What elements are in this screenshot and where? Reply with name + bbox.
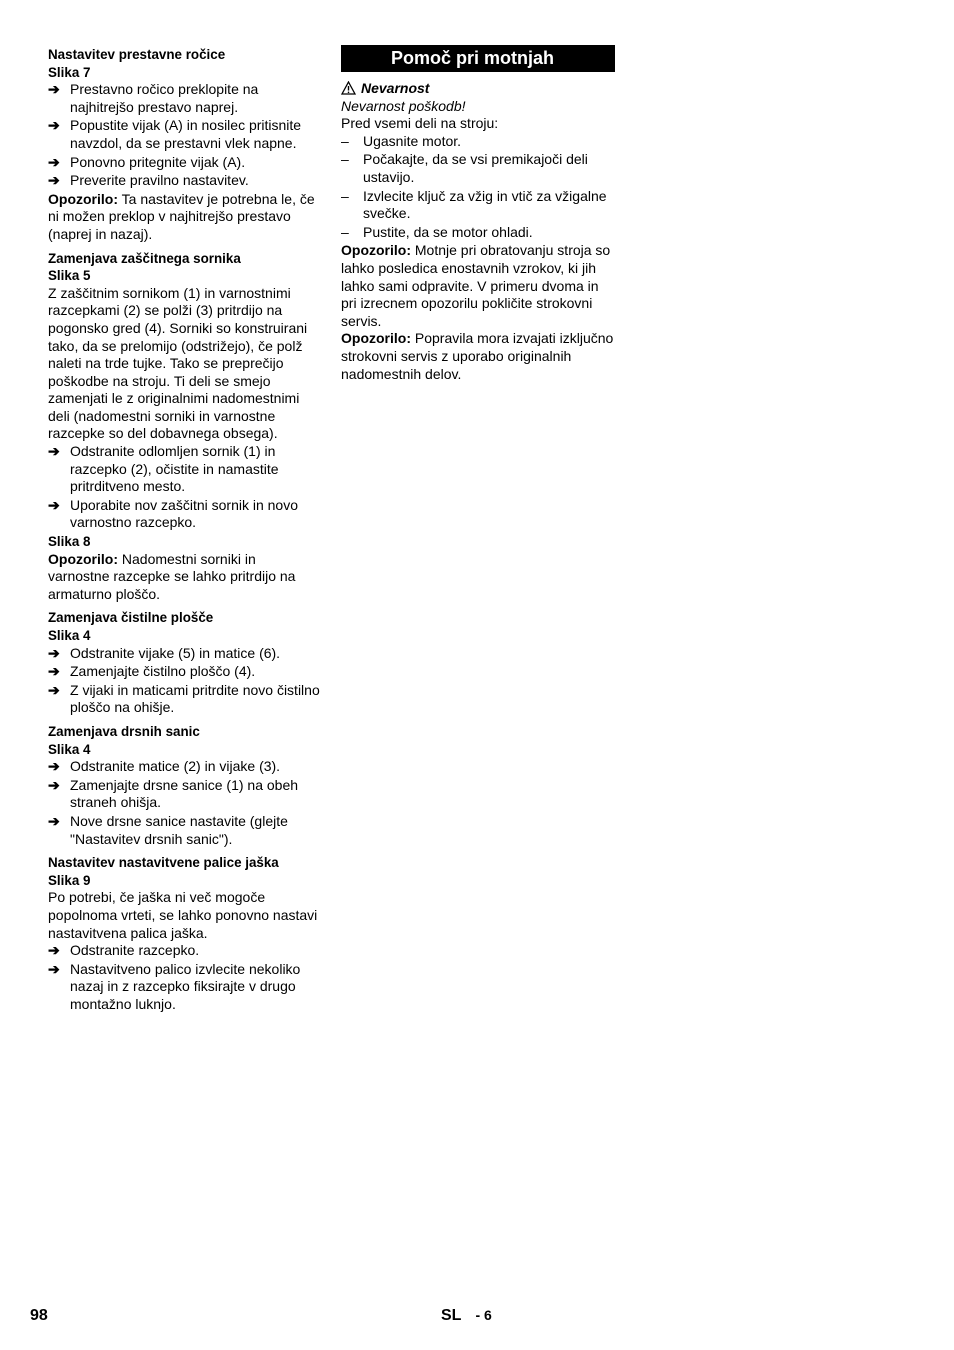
dash-text: Ugasnite motor. xyxy=(363,132,462,149)
dash-text: Počakajte, da se vsi premikajoči deli ustavijo. xyxy=(363,151,588,185)
step-item xyxy=(48,942,320,960)
figure-ref: Slika 4 xyxy=(48,628,91,643)
note-text: Nadomestni sorniki in varnostne razcepke se lahko pritrdijo na armaturno ploščo. xyxy=(48,550,296,602)
arrow-right-icon: ➔ xyxy=(48,942,60,959)
arrow-right-icon: ➔ xyxy=(48,776,60,793)
note xyxy=(48,551,320,604)
step-text: Odstranite matice (2) in vijake (3). xyxy=(70,758,281,775)
step-text: Nove drsne sanice nastavite (glejte "Nastavitev drsnih sanic"). xyxy=(70,812,288,847)
danger-title: Nevarnost xyxy=(361,80,430,96)
dash-item xyxy=(341,188,615,223)
dash-text: Izvlecite ključ za vžig in vtič za vžigalne svečke. xyxy=(363,187,607,222)
arrow-right-icon: ➔ xyxy=(48,644,60,661)
dash-item xyxy=(341,151,615,186)
arrow-right-icon: ➔ xyxy=(48,663,60,680)
note-label: Opozorilo: xyxy=(48,550,118,567)
step-text: Z vijaki in maticami pritrdite novo čistilno ploščo na ohišje. xyxy=(70,681,320,716)
step-item xyxy=(48,497,320,532)
dash-bullet: – xyxy=(341,132,349,149)
step-item xyxy=(48,154,320,172)
arrow-right-icon: ➔ xyxy=(48,172,60,189)
figure-ref: Slika 7 xyxy=(48,64,91,80)
figure-ref: Slika 9 xyxy=(48,872,91,888)
paragraph: Po potrebi, če jaška ni več mogoče popolnoma vrteti, se lahko ponovno nastavi nastavitvena palica jaška. xyxy=(48,889,318,941)
figure-ref: Slika 4 xyxy=(48,741,91,757)
dash-text: Pustite, da se motor ohladi. xyxy=(363,223,533,240)
step-item xyxy=(48,81,320,116)
step-text: Ponovno pritegnite vijak (A). xyxy=(70,153,246,170)
section-shear-pin xyxy=(48,250,320,604)
step-item xyxy=(48,961,320,1014)
section-heading: Nastavitev prestavne ročice xyxy=(48,47,226,62)
section-heading: Zamenjava zaščitnega sornika xyxy=(48,250,241,266)
figure-ref: Slika 8 xyxy=(48,534,91,550)
arrow-right-icon: ➔ xyxy=(48,153,60,170)
step-item xyxy=(48,117,320,152)
step-text: Zamenjajte čistilno ploščo (4). xyxy=(70,663,256,680)
left-column xyxy=(48,46,320,1014)
note xyxy=(48,191,320,244)
arrow-right-icon: ➔ xyxy=(48,812,60,829)
section-banner: Pomoč pri motnjah xyxy=(341,45,615,72)
step-item xyxy=(48,172,320,190)
warning-triangle-icon xyxy=(341,81,356,95)
step-item xyxy=(48,663,320,681)
danger-heading xyxy=(341,80,615,98)
step-text: Nastavitveno palico izvlecite nekoliko nazaj in z razcepko fiksirajte v drugo montažno luknjo. xyxy=(70,960,301,1012)
section-scraper-plate xyxy=(48,609,320,717)
step-item xyxy=(48,813,320,848)
step-item xyxy=(48,777,320,812)
arrow-right-icon: ➔ xyxy=(48,758,60,775)
arrow-right-icon: ➔ xyxy=(48,81,60,98)
note-label: Opozorilo: xyxy=(341,330,411,347)
section-chute-rod xyxy=(48,854,320,1013)
note-label: Opozorilo: xyxy=(48,190,118,207)
dash-bullet: – xyxy=(341,151,349,168)
note-text: Popravila mora izvajati izključno strokovni servis z uporabo originalnih nadomestnih delov. xyxy=(341,330,614,382)
step-text: Prestavno ročico preklopite na najhitrejšo prestavo naprej. xyxy=(70,81,259,115)
page-number: 98 xyxy=(30,1307,48,1324)
note xyxy=(341,242,615,330)
step-text: Uporabite nov zaščitni sornik in novo varnostno razcepko. xyxy=(70,496,299,531)
arrow-right-icon: ➔ xyxy=(48,117,60,134)
step-item xyxy=(48,758,320,776)
step-item xyxy=(48,645,320,663)
figure-ref: Slika 5 xyxy=(48,268,91,284)
step-item xyxy=(48,443,320,496)
section-heading: Zamenjava drsnih sanic xyxy=(48,723,200,739)
dash-item xyxy=(341,133,615,151)
section-heading: Nastavitev nastavitvene palice jaška xyxy=(48,855,279,871)
arrow-right-icon: ➔ xyxy=(48,960,60,977)
section-heading: Zamenjava čistilne plošče xyxy=(48,610,214,626)
intro-text: Pred vsemi deli na stroju: xyxy=(341,115,499,132)
note-label: Opozorilo: xyxy=(341,242,411,259)
language-code: SL xyxy=(441,1307,462,1324)
note xyxy=(341,330,615,383)
page-code xyxy=(441,1307,492,1325)
paragraph: Z zaščitnim sornikom (1) in varnostnimi razcepkami (2) se polži (3) pritrdijo na pogonsko gred (4). Sorniki so konstruirani tako, da se prelomijo (odstrižejo), če polž naleti na trde tujke. Tako se preprečijo poškodbe na stroju. Ti deli se smejo zamenjati le z originalnimi nadomestnimi deli (nadomestni sorniki in varnostne razcepke so del dobavnega obsega). xyxy=(48,284,308,442)
right-column xyxy=(341,46,615,383)
arrow-right-icon: ➔ xyxy=(48,681,60,698)
step-text: Odstranite vijake (5) in matice (6). xyxy=(70,644,281,661)
arrow-right-icon: ➔ xyxy=(48,496,60,513)
note-text: Motnje pri obratovanju stroja so lahko posledica enostavnih vzrokov, ki jih lahko sami odpravite. V primeru dvoma in pri izrecnem opozorilu pokličite strokovni servis. xyxy=(341,242,611,329)
note-text: Ta nastavitev je potrebna le, če ni možen preklop v najhitrejšo prestavo (naprej in nazaj). xyxy=(48,190,315,242)
section-skid-shoes xyxy=(48,723,320,848)
page-suffix: - 6 xyxy=(475,1307,492,1323)
step-text: Preverite pravilno nastavitev. xyxy=(70,172,249,189)
danger-subtitle: Nevarnost poškodb! xyxy=(341,97,466,114)
arrow-right-icon: ➔ xyxy=(48,443,60,460)
dash-bullet: – xyxy=(341,187,349,204)
step-text: Popustite vijak (A) in nosilec pritisnite navzdol, da se prestavni vlek napne. xyxy=(70,117,302,151)
step-text: Odstranite odlomljen sornik (1) in razcepko (2), očistite in namastite pritrditveno mesto. xyxy=(70,443,279,495)
section-shift-lever xyxy=(48,46,320,244)
step-item xyxy=(48,682,320,717)
dash-bullet: – xyxy=(341,223,349,240)
step-text: Zamenjajte drsne sanice (1) na obeh straneh ohišja. xyxy=(70,776,299,811)
step-text: Odstranite razcepko. xyxy=(70,942,200,959)
dash-item xyxy=(341,224,615,242)
